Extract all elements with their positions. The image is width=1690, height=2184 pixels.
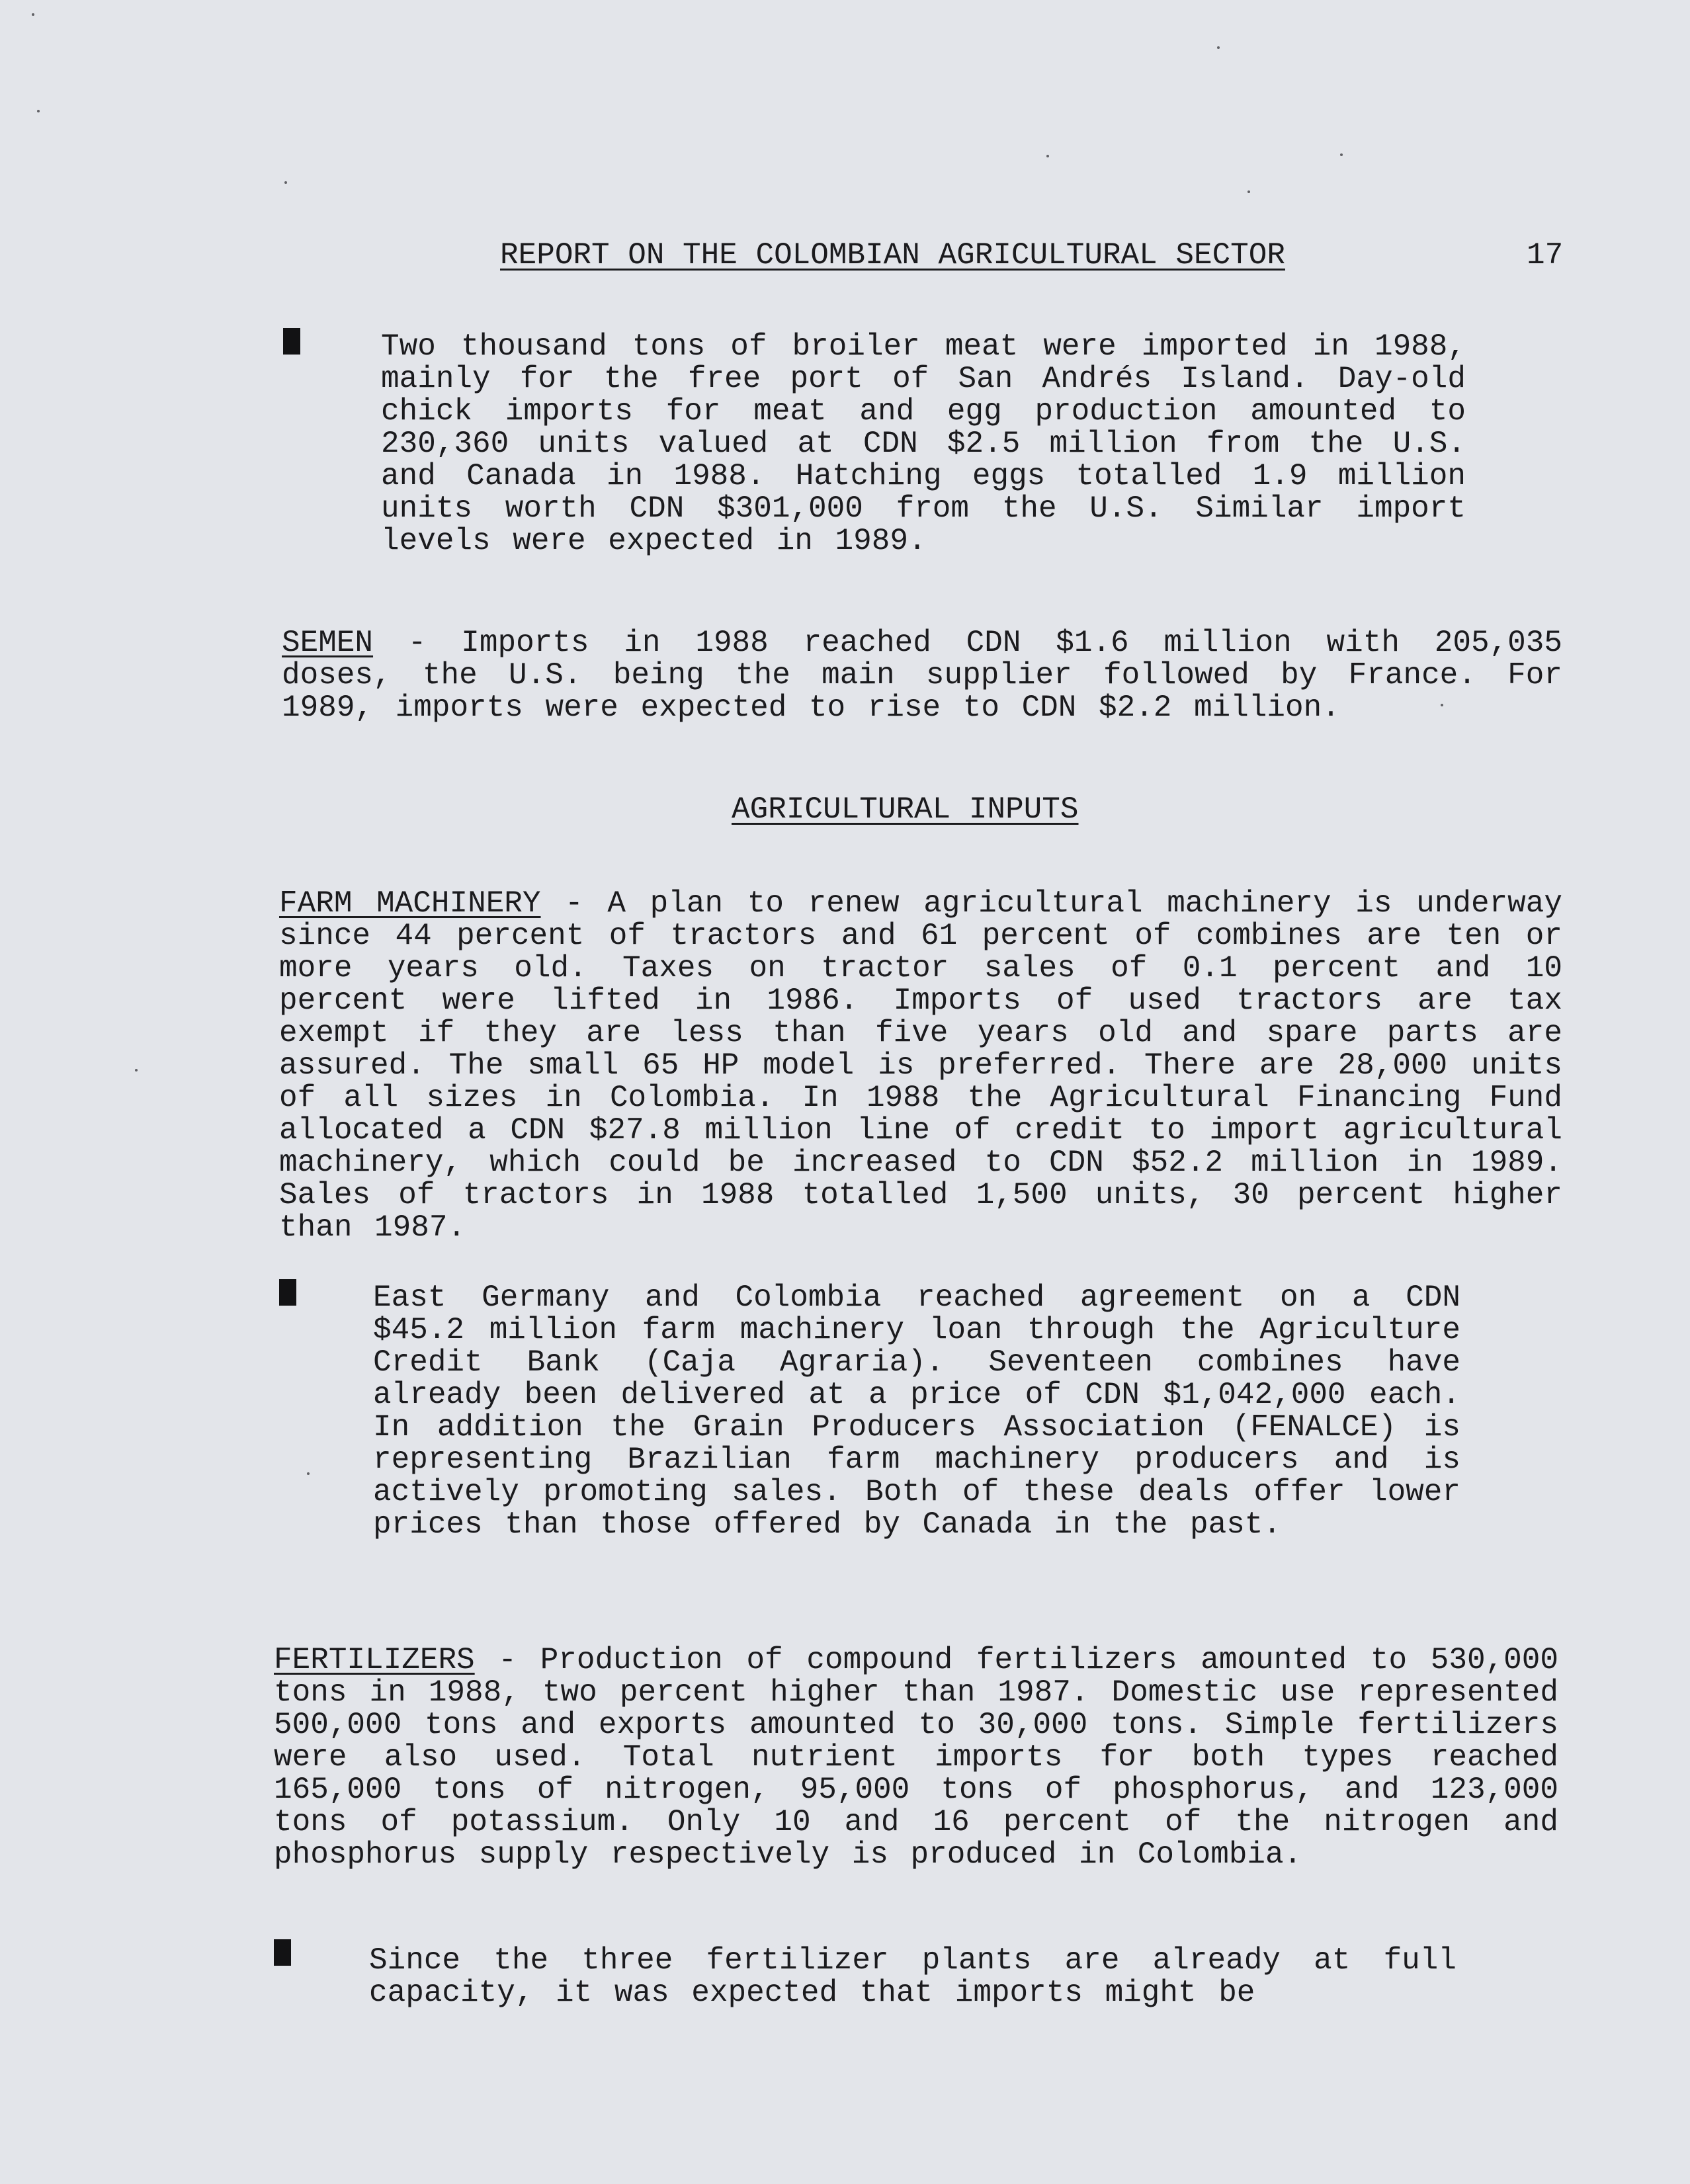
scan-speck [1247, 190, 1250, 193]
semen-text: - Imports in 1988 reached CDN $1.6 million with 205,035 doses, the U.S. being the main supplier followed by France. For 1989, imports were expected to rise to CDN $2.2 million. [282, 626, 1562, 725]
paragraph-semen [282, 627, 1562, 724]
bullet-marker-broiler [283, 328, 300, 355]
scan-speck [37, 110, 40, 112]
paragraph-farm-machinery [279, 888, 1562, 1244]
fertilizers-text: - Production of compound fertilizers amounted to 530,000 tons in 1988, two percent higher than 1987. Domestic use represented 500,000 tons and exports amounted to 30,000 tons. Simple fertilizers were also used. Total nutrient imports for both types reached 165,000 tons of nitrogen, 95,000 tons of phosphorus, and 123,000 tons of potassium. Only 10 and 16 percent of the nitrogen and phosphorus supply respectively is produced in Colombia. [274, 1643, 1558, 1872]
report-header-title: REPORT ON THE COLOMBIAN AGRICULTURAL SECTOR [500, 238, 1285, 273]
paragraph-broiler-imports: Two thousand tons of broiler meat were imported in 1988, mainly for the free port of San Andrés Island. Day-old chick imports for meat and egg production amounted to 230,360 units valued at CDN $2.5 million from the U.S. and Canada in 1988. Hatching eggs totalled 1.9 million units worth CDN $301,000 from the U.S. Similar import levels were expected in 1989. [381, 329, 1466, 558]
paragraph-east-germany-loan: East Germany and Colombia reached agreement on a CDN $45.2 million farm machinery loan through the Agriculture Credit Bank (Caja Agraria). Seventeen combines have already been delivered at a price of CDN $1,042,000 each. In addition the Grain Producers Association (FENALCE) is representing Brazilian farm machinery producers and is actively promoting sales. Both of these deals offer lower prices than those offered by Canada in the past. [373, 1281, 1460, 1542]
paragraph-fertilizers [274, 1644, 1558, 1871]
scan-speck [284, 181, 287, 184]
section-heading-agricultural-inputs: AGRICULTURAL INPUTS [732, 792, 1079, 827]
fertilizers-label: FERTILIZERS [274, 1643, 475, 1677]
paragraph-fertilizer-plants: Since the three fertilizer plants are already at full capacity, it was expected that imports might be [369, 1943, 1457, 2010]
scan-speck [1217, 46, 1220, 49]
scan-speck [135, 1069, 138, 1071]
farm-machinery-label: FARM MACHINERY [279, 886, 541, 921]
scan-speck [32, 13, 34, 16]
scan-speck [307, 1472, 310, 1475]
bullet-marker-fertilizer-plants [274, 1939, 291, 1966]
page-number: 17 [1527, 238, 1564, 273]
farm-machinery-text: - A plan to renew agricultural machinery is underway since 44 percent of tractors and 61 percent of combines are ten or more years old. Taxes on tractor sales of 0.1 percent and 10 percent were lifted in 1986. Imports of used tractors are tax exempt if they are less than five years old and spare parts are assured. The small 65 HP model is preferred. There are 28,000 units of all sizes in Colombia. In 1988 the Agricultural Financing Fund allocated a CDN $27.8 million line of credit to import agricultural machinery, which could be increased to CDN $52.2 million in 1989. Sales of tractors in 1988 totalled 1,500 units, 30 percent higher than 1987. [279, 886, 1562, 1245]
bullet-marker-east-germany [279, 1279, 296, 1306]
semen-label: SEMEN [282, 626, 374, 660]
scan-speck [1340, 153, 1343, 156]
scan-speck [1046, 155, 1049, 157]
scan-speck [1441, 704, 1443, 706]
